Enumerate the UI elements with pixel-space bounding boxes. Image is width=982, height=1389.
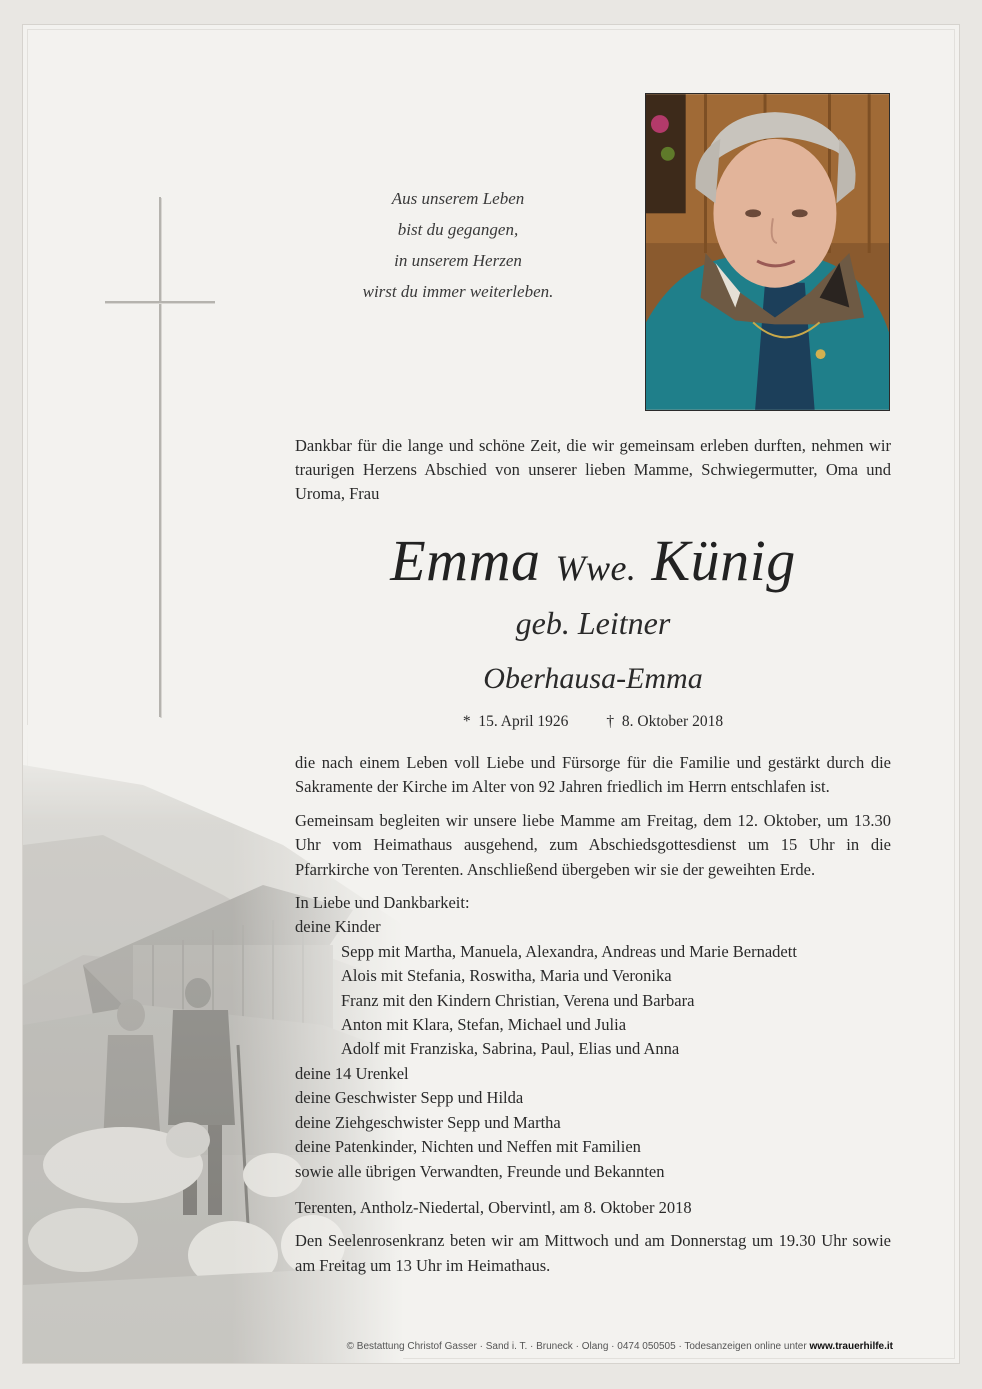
children-label: deine Kinder <box>295 917 381 937</box>
poem-line: Aus unserem Leben <box>391 189 525 208</box>
rosary-notice: Den Seelenrosenkranz beten wir am Mittwoch und am Donnerstag um 19.30 Uhr sowie am Freitag um 13 Uhr im Heimathaus. <box>295 1231 891 1275</box>
footer-link[interactable]: www.trauerhilfe.it <box>809 1341 893 1352</box>
portrait-photo <box>645 93 890 411</box>
mourner-line: sowie alle übrigen Verwandten, Freunde und Bekannten <box>295 1161 665 1181</box>
child-family: Sepp mit Martha, Manuela, Alexandra, Andreas und Marie Bernadett <box>341 941 797 961</box>
paragraph-passing: die nach einem Leben voll Liebe und Fürsorge für die Familie und gestärkt durch die Sakramente der Kirche im Alter von 92 Jahren friedlich im Herrn entschlafen ist. <box>295 753 891 797</box>
intro-text: Dankbar für die lange und schöne Zeit, die wir gemeinsam erleben durften, nehmen wir traurigen Herzens Abschied von unserer lieben Mamme, Schwiegermutter, Oma und Uroma, Frau <box>295 436 891 503</box>
death-date: 8. Oktober 2018 <box>621 713 724 730</box>
maiden-name: geb. Leitner <box>515 605 671 641</box>
cross-vertical-bar <box>159 197 161 717</box>
place-date: Terenten, Antholz-Niedertal, Obervintl, am 8. Oktober 2018 <box>295 1197 692 1217</box>
mourners-heading: In Liebe und Dankbarkeit: <box>295 893 470 913</box>
widow-title: Wwe. <box>555 548 637 588</box>
poem-line: in unserem Herzen <box>394 251 522 270</box>
mourner-line: deine Geschwister Sepp und Hilda <box>295 1088 524 1108</box>
life-dates <box>295 711 891 733</box>
birth-date: 15. April 1926 <box>478 713 569 730</box>
death-symbol: † <box>606 713 615 730</box>
cross-horizontal-bar <box>105 301 215 303</box>
poem-line: bist du gegangen, <box>397 220 519 239</box>
footer-credit <box>293 1341 893 1352</box>
paragraph-funeral: Gemeinsam begleiten wir unsere liebe Mamme am Freitag, dem 12. Oktober, um 13.30 Uhr vom Heimathaus ausgehend, zum Abschiedsgottesdienst um 15 Uhr in die Pfarrkirche von Terenten. Anschließend übergeben wir sie der geweihten Erde. <box>295 810 891 879</box>
obituary-body <box>295 751 891 1287</box>
child-family: Adolf mit Franziska, Sabrina, Paul, Elias und Anna <box>341 1039 680 1059</box>
child-family: Franz mit den Kindern Christian, Verena und Barbara <box>341 990 695 1010</box>
last-name: Künig <box>651 528 796 593</box>
poem <box>313 183 603 307</box>
birth-symbol: * <box>462 713 471 730</box>
child-family: Anton mit Klara, Stefan, Michael und Julia <box>341 1015 627 1035</box>
mourner-line: deine Patenkinder, Nichten und Neffen mit Familien <box>295 1137 641 1157</box>
nickname: Oberhausa-Emma <box>483 662 703 695</box>
obituary-card <box>22 24 960 1364</box>
mourner-line: deine 14 Urenkel <box>295 1063 409 1083</box>
mourner-line: deine Ziehgeschwister Sepp und Martha <box>295 1112 561 1132</box>
child-family: Alois mit Stefania, Roswitha, Maria und Veronika <box>341 966 672 986</box>
first-name: Emma <box>390 528 541 593</box>
poem-line: wirst du immer weiterleben. <box>362 282 554 301</box>
deceased-name <box>295 525 891 604</box>
footer-text: © Bestattung Christof Gasser · Sand i. T. · Bruneck · Olang · 0474 050505 · Todesanzeigen online unter <box>346 1341 810 1352</box>
